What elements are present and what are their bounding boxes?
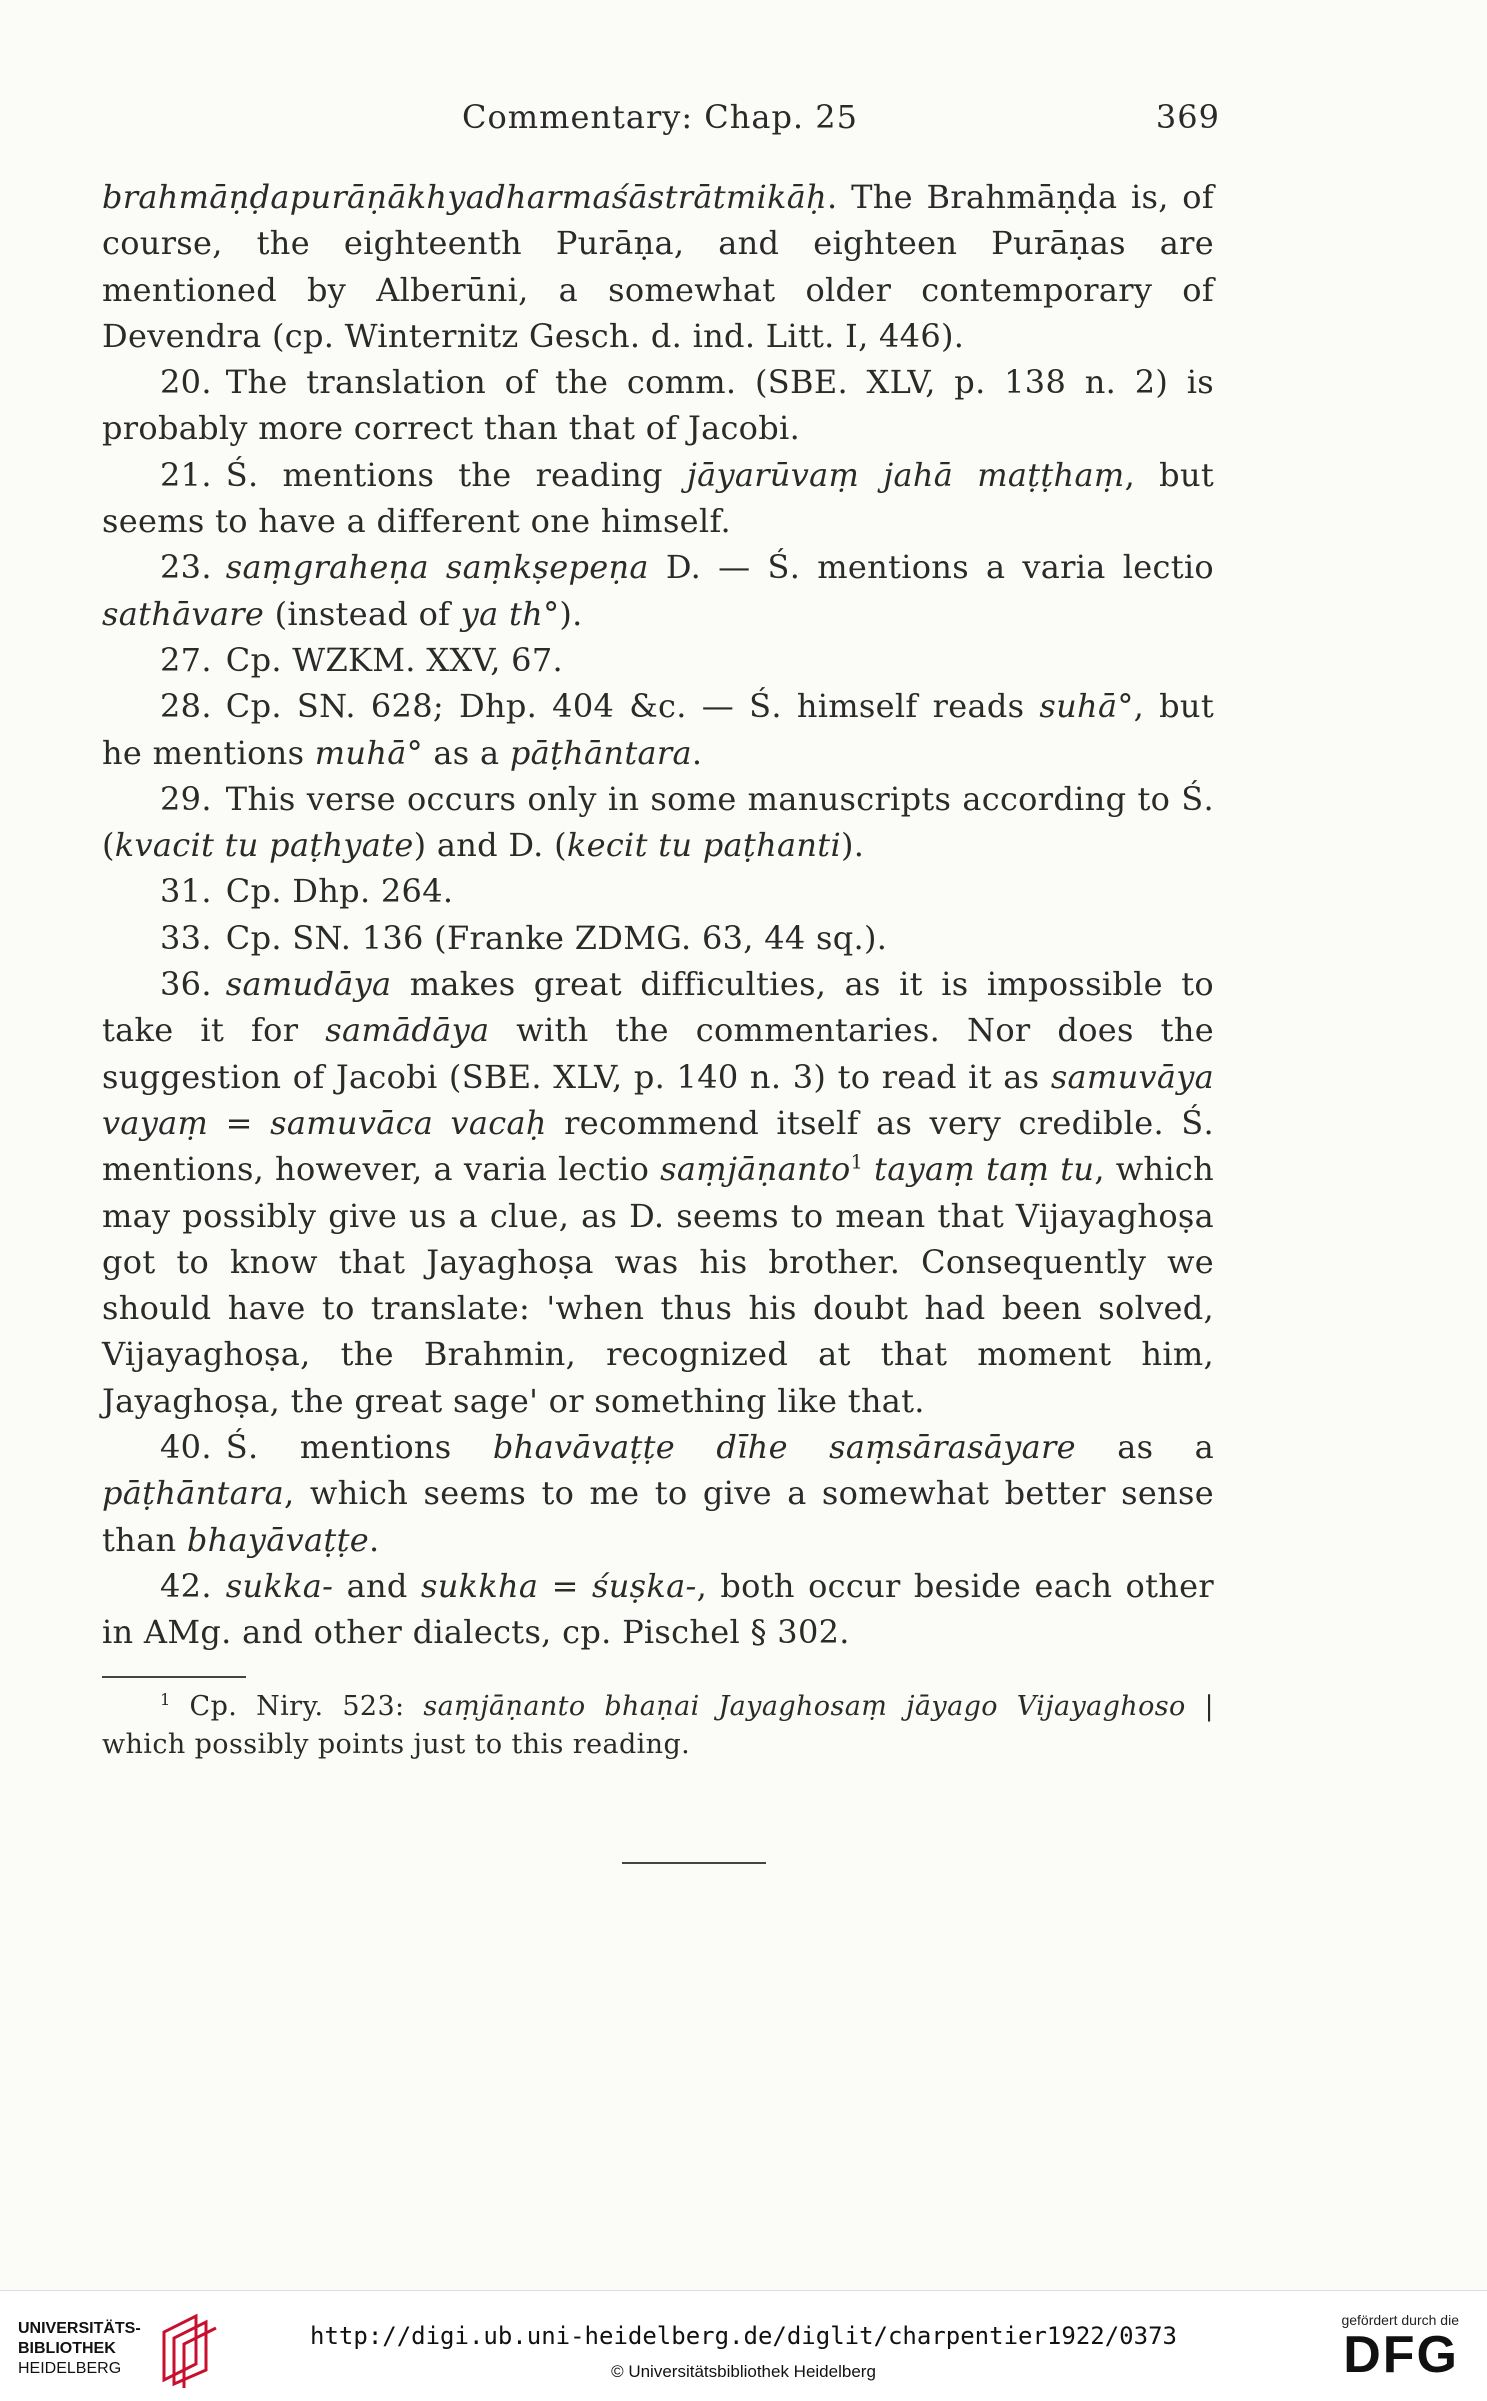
dfg-logo xyxy=(1309,2312,1459,2392)
note-text: Ś. mentions the reading jāyarūvaṃ jahā maṭṭhaṃ, but seems to have a different one himself. xyxy=(102,455,1215,541)
library-line-2: BIBLIOTHEK xyxy=(18,2340,116,2357)
library-line-1: UNIVERSITÄTS- xyxy=(18,2320,141,2337)
end-rule xyxy=(622,1862,766,1864)
funder-logo-text: DFG xyxy=(1343,2326,1459,2384)
note-text: saṃgraheṇa saṃkṣepeṇa D. — Ś. mentions a varia lectio sathāvare (instead of ya th°). xyxy=(102,548,1214,633)
funder-caption: gefördert durch die xyxy=(1341,2312,1459,2328)
permalink-link[interactable]: http://digi.ub.uni-heidelberg.de/diglit/charpentier1922/0373 xyxy=(310,2322,1177,2350)
commentary-note xyxy=(102,961,1214,1424)
note-number: 40. xyxy=(160,1428,212,1467)
note-number: 29. xyxy=(160,779,212,818)
commentary-note xyxy=(102,637,1214,683)
running-title: Commentary: Chap. 25 xyxy=(462,98,858,136)
note-number: 28. xyxy=(160,687,212,726)
commentary-note xyxy=(102,868,1214,914)
note-number: 21. xyxy=(160,455,212,494)
note-text: Cp. Dhp. 264. xyxy=(225,872,454,911)
commentary-note xyxy=(102,174,1214,359)
running-header xyxy=(100,98,1220,148)
note-number: 23. xyxy=(160,548,212,587)
note-text: Cp. SN. 628; Dhp. 404 &c. — Ś. himself reads suhā°, but he mentions muhā° as a pāṭhāntara. xyxy=(102,687,1215,772)
note-text: brahmāṇḍapurāṇākhyadharmaśāstrātmikāḥ. The Brahmāṇḍa is, of course, the eighteenth Purāṇa, and eighteen Purāṇas are mentioned by Alberūni, a somewhat older contemporary of Devendra (cp. Winternitz Gesch. d. ind. Litt. I, 446). xyxy=(102,178,1214,355)
note-number: 20. xyxy=(160,363,212,402)
commentary-note xyxy=(102,1424,1214,1563)
note-text: sukka- and sukkha = śuṣka-, both occur beside each other in AMg. and other dialects, cp. Pischel § 302. xyxy=(102,1566,1215,1652)
note-text: The translation of the comm. (SBE. XLV, p. 138 n. 2) is probably more correct than that of Jacobi. xyxy=(102,363,1214,448)
permalink[interactable] xyxy=(0,2322,1487,2350)
footnote-separator xyxy=(102,1676,246,1678)
commentary-note xyxy=(102,915,1214,961)
note-text: Ś. mentions bhavāvaṭṭe dīhe saṃsārasāyare as a pāṭhāntara, which seems to me to give a somewhat better sense than bhayāvaṭṭe. xyxy=(102,1428,1215,1559)
page-number: 369 xyxy=(1155,98,1220,136)
note-number: 27. xyxy=(160,640,212,679)
note-text: samudāya makes great difficulties, as it is impossible to take it for samādāya with the commentaries. Nor does the suggestion of Jacobi (SBE. XLV, p. 140 n. 3) to read it as samuvāya vayaṃ = samuvāca vacaḥ recommend itself as very credible. Ś. mentions, however, a varia lectio saṃjāṇanto$^1$ tayaṃ taṃ tu, which may possibly give us a clue, as D. seems to mean that Vijayaghoṣa got to know that Jayaghoṣa was his brother. Consequently we should have to translate: 'when thus his doubt had been solved, Vijayaghoṣa, the Brahmin, recognized at that moment him, Jayaghoṣa, the great sage' or something like that. xyxy=(102,965,1215,1420)
library-line-3: HEIDELBERG xyxy=(18,2360,122,2377)
commentary-note xyxy=(102,683,1214,776)
commentary-note xyxy=(102,359,1214,452)
note-text: This verse occurs only in some manuscripts according to Ś. (kvacit tu paṭhyate) and D. (kecit tu paṭhanti). xyxy=(102,779,1214,865)
commentary-note xyxy=(102,1563,1214,1656)
note-number: 33. xyxy=(160,918,212,957)
note-text: Cp. WZKM. XXV, 67. xyxy=(225,640,563,679)
commentary-note xyxy=(102,776,1214,869)
copyright-notice: © Universitätsbibliothek Heidelberg xyxy=(611,2362,876,2381)
commentary-note xyxy=(102,544,1214,637)
commentary-body xyxy=(102,174,1214,1656)
commentary-note xyxy=(102,452,1214,545)
note-text: Cp. SN. 136 (Franke ZDMG. 63, 44 sq.). xyxy=(225,918,888,957)
note-number: 42. xyxy=(160,1566,212,1605)
footnote: $^1$ Cp. Niry. 523: saṃjāṇanto bhaṇai Jayaghosaṃ jāyago Vijayaghoso | which possibly points just to this reading. xyxy=(102,1690,1214,1760)
note-number: 36. xyxy=(160,965,212,1004)
note-number: 31. xyxy=(160,872,212,911)
